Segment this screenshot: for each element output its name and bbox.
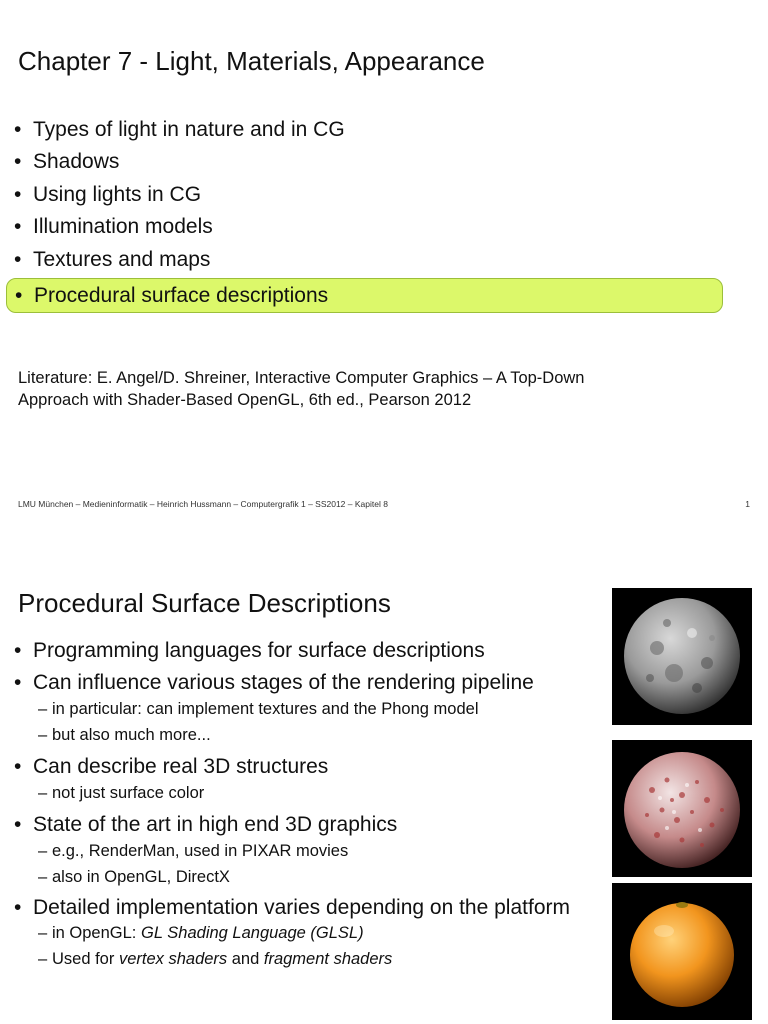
bullet-glyph: •: [14, 639, 22, 662]
topic-label: Procedural surface descriptions: [34, 283, 329, 307]
bullet-glyph: •: [14, 247, 22, 271]
topic-label: Shadows: [33, 150, 120, 174]
topic-label: Textures and maps: [33, 247, 211, 271]
slide-separator: [0, 512, 768, 540]
topic-item: [6, 211, 723, 243]
orange-fruit-illustration: [612, 883, 752, 1020]
topic-label: Using lights in CG: [33, 182, 202, 206]
fragment-shaders-emphasis: fragment shaders: [263, 950, 393, 968]
bullet-glyph: •: [14, 150, 22, 174]
bullet-text: Can describe real 3D structures: [33, 755, 329, 778]
sub-bullet-text: also in OpenGL, DirectX: [52, 868, 230, 886]
sub-bullet-item: [6, 722, 596, 748]
bullet-text: Can influence various stages of the rendering pipeline: [33, 671, 534, 694]
sub-bullet-text: in particular: can implement textures and the Phong model: [52, 700, 479, 718]
shaders-prefix: Used for: [52, 950, 119, 968]
topic-item: [6, 244, 723, 276]
sub-bullet-text: not just surface color: [52, 784, 205, 802]
rocky-sphere-image: [612, 588, 752, 725]
chapter-topic-list: [6, 114, 723, 313]
sub-bullet-item: [6, 946, 596, 972]
topic-item: [6, 114, 723, 146]
dash-glyph: –: [38, 700, 48, 718]
dash-glyph: –: [38, 950, 48, 968]
topic-item: [6, 146, 723, 178]
bullet-glyph: •: [15, 283, 23, 307]
topic-label: Illumination models: [33, 215, 213, 239]
topic-item-highlighted: [6, 278, 723, 313]
bullet-item: [6, 637, 596, 664]
literature-line: Approach with Shader-Based OpenGL, 6th ed., Pearson 2012: [18, 391, 472, 409]
dash-glyph: –: [38, 868, 48, 886]
page-number: 1: [745, 499, 750, 509]
bullet-glyph: •: [14, 118, 22, 141]
literature-line: Literature: E. Angel/D. Shreiner, Interactive Computer Graphics – A Top-Down: [18, 369, 585, 387]
slide-2-title: Procedural Surface Descriptions: [18, 588, 391, 618]
bullet-item: [6, 895, 573, 920]
literature-reference: [18, 367, 585, 411]
glsl-emphasis: GL Shading Language (GLSL): [140, 924, 364, 942]
bullet-glyph: •: [14, 671, 22, 694]
dash-glyph: –: [38, 924, 48, 942]
procedural-bullet-list: [6, 632, 596, 972]
bullet-glyph: •: [14, 813, 22, 836]
bullet-item: [6, 669, 596, 696]
sub-bullet-text: but also much more...: [52, 726, 211, 744]
slide-2: [0, 540, 768, 1024]
topic-item: [6, 179, 723, 211]
sub-bullet-item: [6, 696, 596, 722]
sub-bullet-item: [6, 920, 596, 946]
dash-glyph: –: [38, 842, 48, 860]
rocky-sphere-illustration: [612, 588, 752, 725]
dash-glyph: –: [38, 784, 48, 802]
shaders-conjunction: and: [227, 950, 264, 968]
speckled-sphere-illustration: [612, 740, 752, 877]
bullet-glyph: •: [14, 755, 22, 778]
dash-glyph: –: [38, 726, 48, 744]
orange-fruit-image: [612, 883, 752, 1020]
sub-bullet-text: e.g., RenderMan, used in PIXAR movies: [52, 842, 349, 860]
bullet-text: Detailed implementation varies depending on the platform: [33, 896, 570, 919]
sub-bullet-item: [6, 864, 596, 890]
sub-bullet-text: [38, 924, 364, 942]
bullet-item: [6, 753, 596, 780]
bullet-item: [6, 811, 596, 838]
vertex-shaders-emphasis: vertex shaders: [118, 950, 228, 968]
bullet-glyph: •: [14, 215, 22, 239]
bullet-glyph: •: [14, 896, 22, 919]
sub-bullet-text: [38, 950, 392, 968]
topic-label: Types of light in nature and in CG: [33, 118, 345, 141]
bullet-text: State of the art in high end 3D graphics: [33, 813, 398, 836]
glsl-prefix: in OpenGL:: [52, 924, 141, 942]
speckled-sphere-image: [612, 740, 752, 877]
slide-1-title: Chapter 7 - Light, Materials, Appearance: [18, 46, 485, 76]
sub-bullet-item: [6, 780, 596, 806]
sub-bullet-item: [6, 838, 596, 864]
slide-footer: LMU München – Medieninformatik – Heinrich Hussmann – Computergrafik 1 – SS2012 – Kapitel 8: [18, 499, 388, 509]
bullet-text: Programming languages for surface descriptions: [33, 639, 485, 662]
bullet-glyph: •: [14, 182, 22, 206]
